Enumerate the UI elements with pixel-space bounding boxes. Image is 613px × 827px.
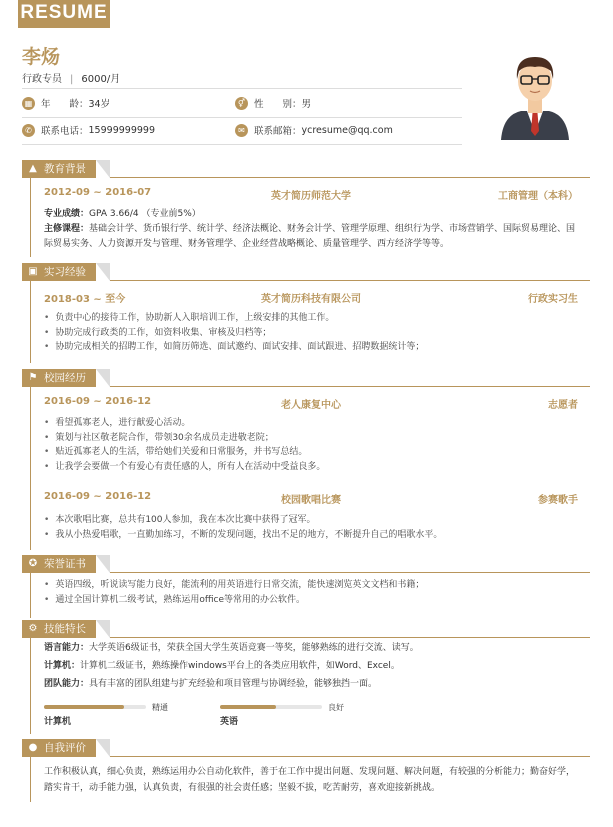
- skill-bar-english: [220, 705, 322, 709]
- section-corner: [96, 555, 110, 573]
- campus-date: 2016-09 ~ 2016-12: [44, 491, 152, 502]
- internship-date: 2018-03 ~ 至今: [44, 294, 126, 305]
- section-rule: [110, 177, 590, 178]
- section-title: ✪ 荣誉证书: [22, 555, 96, 573]
- section-corner: [96, 739, 110, 757]
- phone-value: 15999999999: [88, 124, 156, 136]
- internship-duties: [44, 311, 578, 355]
- section-education: [22, 160, 590, 178]
- self-evaluation-text: 工作积极认真，细心负责，熟练运用办公自动化软件，善于在工作中提出问题、发现问题、解决问题，有较强的分析能力；勤奋好学，踏实肯干，动手能力强，认真负责，有很强的社会责任感；坚毅不拔，吃苦耐劳，喜欢迎接新挑战。: [44, 767, 576, 793]
- section-corner: [96, 160, 110, 178]
- divider: [22, 88, 462, 89]
- list-item: • 我从小热爱唱歌，一直勤加练习，不断的发现问题，找出不足的地方，不断提升自己的唱歌水平。: [44, 528, 578, 543]
- briefcase-icon: ▣: [28, 266, 38, 277]
- timeline-line: [30, 387, 31, 550]
- honors-list: [44, 578, 578, 607]
- section-title: ⚑ 校园经历: [22, 369, 96, 387]
- calendar-icon: ▦: [22, 97, 35, 110]
- campus-items-1: [44, 416, 578, 474]
- section-rule: [110, 637, 590, 638]
- job-title: 行政专员: [22, 74, 62, 85]
- phone-cell: [22, 123, 235, 137]
- list-item: • 本次歌唱比赛，总共有100人参加，我在本次比赛中获得了冠军。: [44, 513, 578, 528]
- job-line: [22, 70, 120, 85]
- section-rule: [110, 756, 590, 757]
- section-title: ▲ 教育背景: [22, 160, 96, 178]
- age-label: 年 龄：: [41, 99, 89, 110]
- section-rule: [110, 386, 590, 387]
- mail-icon: ✉: [235, 124, 248, 137]
- section-rule: [110, 280, 590, 281]
- section-title: ▣ 实习经验: [22, 263, 96, 281]
- section-self-evaluation: [22, 739, 590, 757]
- email-cell: [235, 123, 393, 137]
- list-item: • 协助完成行政类的工作，如资料收集、审核及归档等；: [44, 326, 578, 341]
- timeline-line: [30, 281, 31, 363]
- skill-bar-fill: [220, 705, 276, 709]
- list-item: • 让我学会要做一个有爱心有责任感的人，所有人在活动中受益良多。: [44, 460, 578, 475]
- timeline-line: [30, 757, 31, 802]
- list-item: • 协助完成相关的招聘工作，如简历筛选、面试邀约、面试安排、面试跟进、招聘数据统计等；: [44, 340, 578, 355]
- list-item: • 贴近孤寡老人的生活，带给她们关爱和日常服务，并书写总结。: [44, 445, 578, 460]
- skill-level-english: 良好: [328, 703, 344, 712]
- phone-label: 联系电话：: [41, 126, 89, 137]
- list-item: • 策划与社区敬老院合作，带领30余名成员走进敬老院；: [44, 431, 578, 446]
- flag-icon: ⚑: [28, 372, 38, 383]
- email-value[interactable]: ycresume@qq.com: [301, 124, 393, 136]
- gender-value: 男: [301, 99, 312, 110]
- section-honors: [22, 555, 590, 573]
- timeline-line: [30, 573, 31, 618]
- age-value: 34岁: [88, 99, 111, 110]
- avatar: [497, 43, 573, 140]
- resume-tag: RESUME: [18, 0, 110, 28]
- list-item: • 英语四级，听说读写能力良好，能流利的用英语进行日常交流，能快速浏览英文文档和书籍；: [44, 578, 578, 593]
- section-corner: [96, 620, 110, 638]
- info-row-1: [22, 96, 311, 110]
- list-item: • 负责中心的接待工作，协助新人入职培训工作，上级安排的其他工作。: [44, 311, 578, 326]
- gender-icon: ⚥: [235, 97, 248, 110]
- gender-label: 性 别：: [254, 99, 302, 110]
- timeline-line: [30, 638, 31, 734]
- education-score: 专业成绩：GPA 3.66/4 （专业前5%）: [44, 209, 201, 219]
- skill-computer: 计算机：计算机二级证书，熟练操作windows平台上的各类应用软件，如Word、Excel。: [44, 661, 400, 671]
- section-skills: [22, 620, 590, 638]
- user-icon: ●: [28, 742, 38, 753]
- divider: [22, 117, 462, 118]
- gear-icon: ⚙: [28, 623, 38, 634]
- internship-company: 英才简历科技有限公司: [261, 294, 361, 305]
- section-title: ● 自我评价: [22, 739, 96, 757]
- email-label: 联系邮箱：: [254, 126, 302, 137]
- section-internship: [22, 263, 590, 281]
- campus-org: 校园歌唱比赛: [281, 495, 341, 506]
- phone-icon: ✆: [22, 124, 35, 137]
- internship-role: 行政实习生: [528, 294, 578, 305]
- campus-items-2: [44, 513, 578, 542]
- skill-bar-fill: [44, 705, 124, 709]
- skill-level-computer: 精通: [152, 703, 168, 712]
- campus-role: 志愿者: [548, 400, 578, 411]
- campus-org: 老人康复中心: [281, 400, 341, 411]
- section-title: ⚙ 技能特长: [22, 620, 96, 638]
- section-corner: [96, 369, 110, 387]
- section-corner: [96, 263, 110, 281]
- section-rule: [110, 572, 590, 573]
- education-courses: 主修课程：基础会计学、货币银行学、统计学、经济法概论、财务会计学、管理学原理、组织行为学、市场营销学、国际贸易理论、国际贸易实务、人力资源开发与管理、财务管理学、企业经营战略概论、质量管理学、西方经济学等等。: [44, 224, 576, 249]
- graduation-cap-icon: ▲: [29, 163, 37, 174]
- education-major: 工商管理（本科）: [498, 191, 578, 202]
- gender-cell: [235, 96, 311, 110]
- section-campus: [22, 369, 590, 387]
- skill-team: 团队能力：具有丰富的团队组建与扩充经验和项目管理与协调经验，能够独挡一面。: [44, 679, 378, 689]
- separator: |: [70, 74, 74, 85]
- skill-name-english: 英语: [220, 717, 239, 727]
- list-item: • 通过全国计算机二级考试，熟练运用office等常用的办公软件。: [44, 593, 578, 608]
- divider: [22, 144, 462, 145]
- salary: 6000/月: [81, 74, 121, 85]
- skill-name-computer: 计算机: [44, 717, 72, 727]
- campus-date: 2016-09 ~ 2016-12: [44, 396, 152, 407]
- medal-icon: ✪: [28, 558, 38, 569]
- skill-language: 语言能力：大学英语6级证书，荣获全国大学生英语竞赛一等奖，能够熟练的进行交流、读写。: [44, 643, 419, 653]
- list-item: • 看望孤寡老人，进行献爱心活动。: [44, 416, 578, 431]
- candidate-name: 李炀: [22, 46, 61, 68]
- timeline-line: [30, 178, 31, 257]
- info-row-2: [22, 123, 393, 137]
- education-date: 2012-09 ~ 2016-07: [44, 187, 152, 198]
- campus-role: 参赛歌手: [538, 495, 578, 506]
- age-cell: [22, 96, 235, 110]
- education-school: 英才简历师范大学: [271, 191, 351, 202]
- skill-bar-computer: [44, 705, 146, 709]
